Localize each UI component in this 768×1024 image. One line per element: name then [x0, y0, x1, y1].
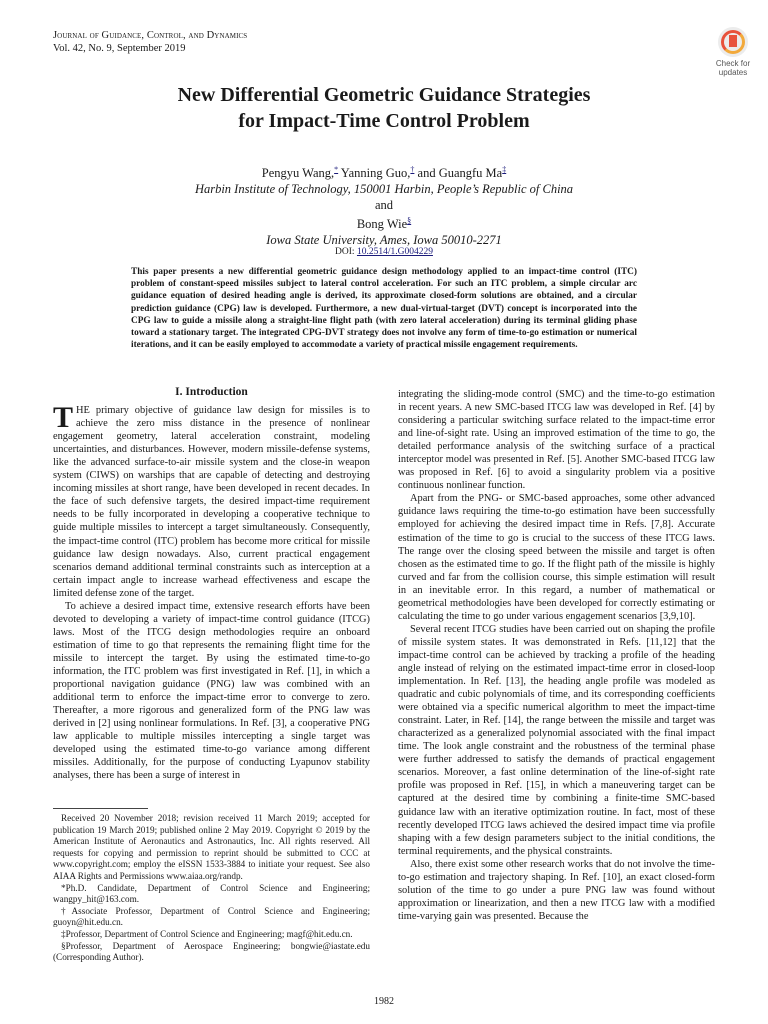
footnotes	[53, 813, 370, 964]
footnote-received: Received 20 November 2018; revision received 11 March 2019; accepted for publication 19 March 2019; published online 2 May 2019. Copyright © 2019 by the American Institute of Aeronautics and Astronautics, Inc. All rights reserved. All requests for copying and permission to reprint should be submitted to CCC at www.copyright.com; employ the eISSN 1533-3884 to initiate your request. See also AIAA Rights and Permissions www.aiaa.org/randp.	[53, 813, 370, 881]
journal-header	[53, 29, 247, 55]
footnote-divider	[53, 808, 148, 809]
right-column	[398, 388, 715, 923]
doi-line: DOI: 10.2514/1.G004229	[335, 247, 433, 257]
paragraph: THE primary objective of guidance law design for missiles is to achieve the zero miss distance in the presence of nonlinear engagement geometry, lateral acceleration constraint, modeling uncertainties, and disturbances. However, modern missile-defense systems, like the advanced surface-to-air missile system and the close-in weapon system (CIWS) on warships that are capable of detecting and destroying incoming missiles at short range, have been developed in recent decades. In the face of such defensive targets, the desired impact-time requirement needs to be fully incorporated in developing a cooperative technique to guide multiple missiles to intercept a target simultaneously. Consequently, the impact-time control (ITC) problem has become more critical for missile guidance law design nowadays. Also, current practical engagement scenarios demand additional terminal constraints such as interception at a certain impact angle to increase warhead effectiveness and escape the limited defense zone of the target.	[53, 401, 370, 599]
check-for-updates-badge[interactable]	[706, 27, 760, 83]
footnote-3: ‡Professor, Department of Control Science and Engineering; magf@hit.edu.cn.	[61, 928, 353, 939]
affiliation-2: Iowa State University, Ames, Iowa 50010-2271	[266, 233, 502, 248]
crossmark-icon	[718, 27, 748, 57]
author-line-2: Bong Wie§	[356, 216, 412, 232]
title-line-2: for Impact-Time Control Problem	[238, 110, 530, 132]
footnote-1: *Ph.D. Candidate, Department of Control Science and Engineering; wangpy_hit@163.com.	[53, 882, 370, 905]
drop-cap: T	[53, 401, 74, 435]
footnote-link-4[interactable]: §	[407, 216, 412, 226]
journal-issue: Vol. 42, No. 9, September 2019	[53, 43, 186, 54]
author-line-1: Pengyu Wang,* Yanning Guo,† and Guangfu Ma‡	[261, 165, 507, 181]
page-number: 1982	[374, 996, 394, 1007]
footnote-link-3[interactable]: ‡	[502, 165, 507, 174]
paper-title	[0, 82, 768, 134]
paragraph: To achieve a desired impact time, extensive research efforts have been devoted to developing a variety of impact-time control guidance (ITCG) laws. Most of the ITCG design methodologies require an onboard estimation of time to go that represents the remaining flight time for the missile to intercept the target. By using the estimated time-to-go information, the ITC problem was first investigated in Ref. [1], in which a proportional navigation guidance (PNG) law was combined with an additional term to enforce the impact-time error to converge to zero. Thereafter, a more rigorous and generalized form of the PNG law was derived in [2] using nonlinear formulations. In Ref. [3], a cooperative PNG law applicable to multiple missiles intercepting a single target was developed using the estimated time-to-go variance among different missiles. Additionally, for the purpose of conducting Lyapunov stability analyses, there has been a surge of interest in	[53, 600, 370, 782]
journal-name: Journal of Guidance, Control, and Dynamics	[53, 30, 248, 41]
paragraph: Apart from the PNG- or SMC-based approaches, some other advanced guidance laws requiring the time-to-go estimation have been successfully employed for achieving the desired impact time in Refs. [7,8]. Accurate estimation of the time to go is crucial to the success of these ITCG laws. The range over the closing speed between the missile and target is often chosen as the estimated time to go. If the flight path of the missile is highly curved and far from the collision course, this simple estimation will result in an inevitable error. In this regard, a number of mathematical or geometrical methodologies have been developed for correctly estimating or calculating the time to go under various engagement scenarios [3,9,10].	[398, 493, 715, 622]
footnote-2: †Associate Professor, Department of Control Science and Engineering; guoyn@hit.edu.cn.	[53, 905, 370, 928]
author-block	[0, 162, 768, 248]
footnote-link-2[interactable]: †	[410, 165, 415, 174]
affiliation-1: Harbin Institute of Technology, 150001 Harbin, People’s Republic of China	[194, 182, 574, 197]
and-word: and	[374, 198, 394, 213]
paragraph: integrating the sliding-mode control (SMC) and the time-to-go estimation in recent years. A new SMC-based ITCG law was developed in Ref. [4] by considering a particular switching surface related to the impact-time error and line-of-sight rate. Using an improved estimation of the time to go, the detailed performance analysis of the switching surface of a practical interceptor model was presented in Ref. [5]. Another SMC-based ITCG law was proposed in Ref. [6] to avoid a singularity problem via a positive continuous nonlinear function.	[398, 389, 715, 492]
paragraph: Also, there exist some other research works that do not involve the time-to-go estimation and trajectory shaping. In Ref. [10], an exact closed-form solution of the time to go under a pure PNG law was found without approximation or linearization, and then a new ITCG law with a modified time-varying gain was presented. Because the	[398, 858, 715, 922]
abstract: This paper presents a new differential geometric guidance design methodology applied to an impact-time control (ITC) problem of constant-speed missiles subject to lateral control acceleration. For such an ITC problem, a simple circular arc guidance equation of desired heading angle is derived, its approximate closed-form solutions are obtained, and a circular prediction guidance (CPG) law is developed. Furthermore, a new dual-virtual-target (DVT) concept is incorporated into the CPG law to guide a missile along a straight-line flight path (with zero lateral acceleration) during its terminal gliding phase toward a stationary target. The integrated CPG-DVT strategy does not involve any form of time-to-go estimation or numerical iterations, and it can be easily employed to accommodate a variety of practical missile engagement requirements.	[131, 267, 637, 351]
footnote-link-1[interactable]: *	[334, 165, 339, 174]
paragraph: Several recent ITCG studies have been carried out on shaping the profile of missile system states. It was demonstrated in Refs. [11,12] that the impact-time control can be achieved by tracking a profile of the heading angle instead of relying on the estimated impact-time error in closed-loop implementation. In Ref. [13], the heading angle profile was modeled as quadratic and cubic polynomials of time, and its corresponding coefficients were obtained via a specific numerical algorithm to meet the impact-time constraint. Later, in Ref. [14], the range between the missile and target was characterized as a generalized polynomial associated with the final impact time. The look angle constraint and the robustness of the terminal phase were further addressed to satisfy the demands of practical engagement scenarios. Moreover, a fast online determination of the line-of-sight rate profile was proposed in Ref. [15], in which a maneuvering target can be captured at the desired time by combining a finite-time SMC-based guidance law with an iterative optimization routine. In fact, most of these recently developed ITCG laws achieved the desired impact time via profile shaping with a few design parameters subject to the initial conditions, the terminal requirements, and the physical constraints.	[398, 623, 715, 857]
footnote-4: §Professor, Department of Aerospace Engineering; bongwie@iastate.edu (Corresponding Author).	[53, 940, 370, 963]
badge-label: Check for updates	[715, 59, 751, 77]
left-column	[53, 386, 370, 782]
doi-link[interactable]: 10.2514/1.G004229	[356, 247, 433, 257]
title-line-1: New Differential Geometric Guidance Strategies	[177, 84, 591, 106]
section-heading: I. Introduction	[175, 386, 248, 398]
